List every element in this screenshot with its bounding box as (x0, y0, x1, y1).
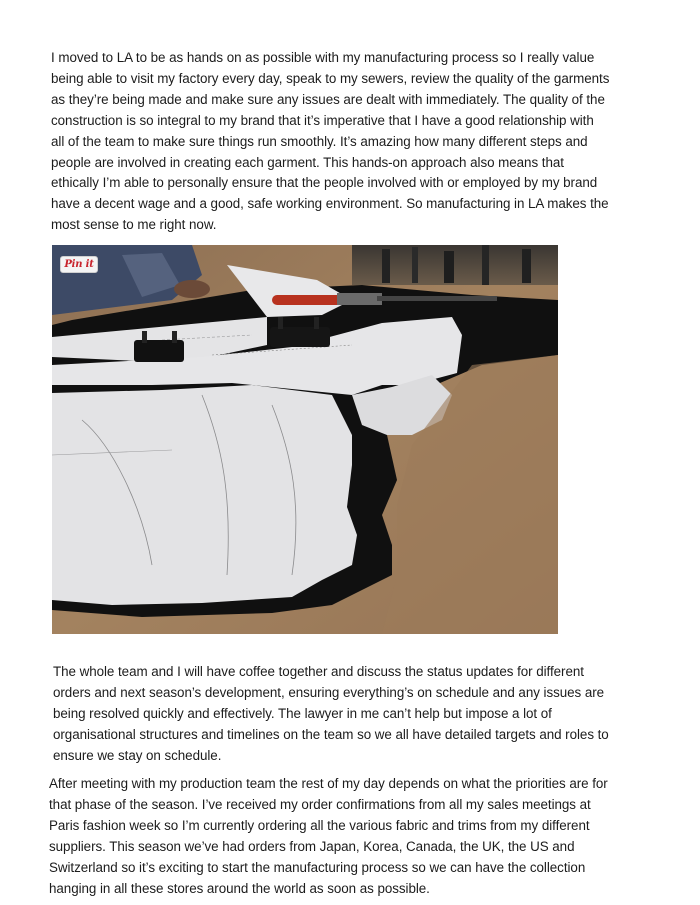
text-line: most sense to me right now. (51, 217, 217, 233)
text-line: suppliers. This season we’ve had orders from Japan, Korea, Canada, the UK, the US and (49, 838, 575, 854)
text-line: The whole team and I will have coffee together and discuss the status updates for different (53, 664, 584, 679)
pin-it-button[interactable] (60, 256, 98, 273)
paragraph-priorities (49, 774, 608, 899)
text-line: ethically I’m able to personally ensure that the people involved with or employed by my brand (51, 175, 598, 191)
photo-illustration (52, 245, 558, 634)
paragraph-team-meeting (53, 662, 609, 767)
text-line: organisational structures and timelines on the team so we all have detailed targets and roles to (53, 726, 609, 742)
text-line: Switzerland so it’s exciting to start the manufacturing process so we can have the collection (49, 859, 586, 875)
text-line: I moved to LA to be as hands on as possible with my manufacturing process so I really value (51, 50, 595, 65)
text-line: that phase of the season. I’ve received my order confirmations from all my sales meetings at (49, 796, 591, 812)
text-line: all of the team to make sure things run smoothly. It’s amazing how many different steps and (51, 133, 588, 149)
text-line: construction is so integral to my brand that it’s imperative that I have a good relationship with (51, 112, 594, 128)
text-line: as they’re being made and make sure any issues are dealt with immediately. The quality of the (51, 91, 605, 107)
text-line: After meeting with my production team the rest of my day depends on what the priorities are for (49, 776, 608, 791)
text-line: Paris fashion week so I’m currently ordering all the various fabric and trims from my different (49, 817, 590, 833)
text-line: hanging in all these stores around the world as soon as possible. (49, 880, 430, 896)
text-line: being able to visit my factory every day, speak to my sewers, review the quality of the garments (51, 70, 610, 86)
text-line: orders and next season’s development, ensuring everything’s on schedule and any issues are (53, 684, 605, 700)
paragraph-intro (51, 48, 609, 236)
text-line: have a decent wage and a good, safe working environment. So manufacturing in LA makes the (51, 196, 609, 212)
text-line: ensure we stay on schedule. (53, 747, 222, 763)
cutting-table-photo (52, 245, 558, 634)
pin-it-label: Pin it (64, 259, 94, 270)
text-line: people are involved in creating each garment. This hands-on approach also means that (51, 154, 564, 170)
text-line: being resolved quickly and effectively. The lawyer in me can’t help but impose a lot of (53, 705, 552, 721)
